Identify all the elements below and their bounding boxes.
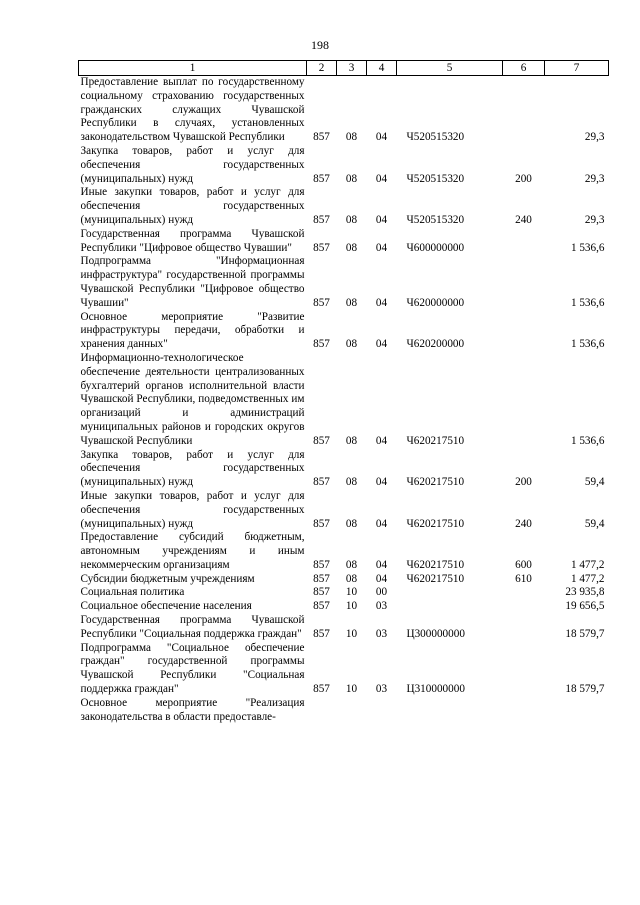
- row-csr: Ч620217510: [406, 434, 465, 447]
- row-name: Государственная программа Чувашской Республики "Социальная поддержка граждан": [80, 614, 305, 640]
- row-csr: Ч520515320: [406, 172, 465, 185]
- table-row: [79, 642, 609, 697]
- row-ministry: 857: [313, 517, 330, 530]
- row-name: Информационно-технологическое обеспечение деятельности централизованных бухгалтерий органов исполнительной власти Чувашской Республики, подведомственных им организаций и администраций муниципальных районов и городских округов Чувашской Республики: [80, 351, 305, 447]
- header-col-vr: 6: [503, 61, 545, 76]
- budget-table: [78, 60, 609, 724]
- row-amount: 29,3: [584, 172, 605, 185]
- row-ministry: 857: [313, 338, 330, 351]
- row-ministry: 857: [313, 131, 330, 144]
- row-amount: 29,3: [584, 131, 605, 144]
- row-name: Основное мероприятие "Развитие инфраструктуры передачи, обработки и хранения данных": [80, 310, 305, 351]
- row-ministry: 857: [313, 683, 330, 696]
- row-vr: [503, 76, 545, 145]
- row-subsection: 04: [375, 213, 388, 226]
- row-subsection: 04: [375, 338, 388, 351]
- row-section: 08: [345, 434, 358, 447]
- row-vr: [503, 586, 545, 600]
- header-col-amount: 7: [545, 61, 609, 76]
- row-amount: 1 536,6: [570, 338, 605, 351]
- row-csr: Ц300000000: [406, 627, 465, 640]
- row-subsection: [367, 697, 397, 725]
- row-name: Основное мероприятие "Реализация законодательства в области предоставле-: [80, 696, 305, 723]
- row-ministry: 857: [313, 434, 330, 447]
- row-amount: 1 477,2: [570, 572, 605, 585]
- table-row: [79, 311, 609, 352]
- row-csr: [397, 697, 503, 725]
- row-vr: 240: [515, 213, 532, 226]
- row-vr: [503, 255, 545, 310]
- row-subsection: 03: [375, 627, 388, 640]
- row-ministry: 857: [313, 627, 330, 640]
- row-csr: Ч620217510: [406, 558, 465, 571]
- row-subsection: 04: [375, 241, 388, 254]
- row-name: Иные закупки товаров, работ и услуг для обеспечения государственных (муниципальных) нужд: [80, 186, 305, 226]
- table-row: [79, 352, 609, 449]
- row-csr: Ч620217510: [406, 476, 465, 489]
- row-amount: 1 536,6: [570, 296, 605, 309]
- row-vr: [503, 228, 545, 256]
- row-name: Подпрограмма "Социальное обеспечение граждан" государственной программы Чувашской Республики "Социальная поддержка граждан": [80, 641, 305, 696]
- row-amount: 19 656,5: [565, 600, 605, 613]
- row-section: 10: [345, 683, 358, 696]
- row-subsection: 04: [375, 558, 388, 571]
- row-vr: 600: [515, 558, 532, 571]
- row-vr: 240: [515, 517, 532, 530]
- row-name: Подпрограмма "Информационная инфраструктура" государственной программы Чувашской Республики "Цифровое общество Чувашии": [80, 255, 305, 309]
- row-vr: [503, 614, 545, 642]
- row-section: 08: [345, 476, 358, 489]
- header-row: [79, 61, 609, 76]
- row-subsection: 03: [375, 683, 388, 696]
- row-name: Иные закупки товаров, работ и услуг для обеспечения государственных (муниципальных) нужд: [80, 489, 305, 530]
- row-subsection: 04: [375, 476, 388, 489]
- row-vr: [503, 352, 545, 449]
- row-section: [337, 697, 367, 725]
- row-ministry: 857: [313, 586, 330, 599]
- row-section: 10: [345, 600, 358, 613]
- table-header: [79, 61, 609, 76]
- row-csr: Ч600000000: [406, 241, 465, 254]
- table-row: [79, 531, 609, 572]
- row-subsection: 04: [375, 572, 388, 585]
- row-name: Предоставление выплат по государственному социальному страхованию государственных гражданских служащих Чувашской Республики в случаях, установленных законодательством Чувашской Республики: [80, 76, 305, 144]
- row-section: 08: [345, 558, 358, 571]
- header-col-name: 1: [79, 61, 307, 76]
- table-row: [79, 490, 609, 531]
- row-section: 08: [345, 241, 358, 254]
- row-ministry: 857: [313, 241, 330, 254]
- row-ministry: 857: [313, 572, 330, 585]
- row-section: 08: [345, 296, 358, 309]
- row-amount: 29,3: [584, 213, 605, 226]
- row-vr: [503, 642, 545, 697]
- row-section: 08: [345, 131, 358, 144]
- table-row: [79, 697, 609, 725]
- row-ministry: 857: [313, 213, 330, 226]
- table-row: [79, 76, 609, 145]
- row-vr: [503, 311, 545, 352]
- row-csr: Ч520515320: [406, 213, 465, 226]
- row-section: 08: [345, 338, 358, 351]
- row-csr: Ч620217510: [406, 517, 465, 530]
- table-row: [79, 449, 609, 490]
- table-row: [79, 145, 609, 186]
- row-ministry: 857: [313, 172, 330, 185]
- row-ministry: [307, 697, 337, 725]
- row-csr: [397, 586, 503, 600]
- row-subsection: 04: [375, 296, 388, 309]
- row-ministry: 857: [313, 476, 330, 489]
- row-name: Социальное обеспечение населения: [80, 600, 252, 613]
- row-section: 08: [345, 213, 358, 226]
- table-row: [79, 573, 609, 587]
- table-row: [79, 186, 609, 227]
- row-name: Социальная политика: [80, 586, 185, 599]
- row-section: 10: [345, 586, 358, 599]
- row-section: 10: [345, 627, 358, 640]
- header-col-section: 3: [337, 61, 367, 76]
- table-row: [79, 586, 609, 600]
- row-subsection: 04: [375, 131, 388, 144]
- table-body: [79, 76, 609, 725]
- row-vr: [503, 600, 545, 614]
- row-vr: 200: [515, 172, 532, 185]
- row-section: 08: [345, 517, 358, 530]
- row-amount: 18 579,7: [565, 627, 605, 640]
- row-vr: 610: [515, 572, 532, 585]
- header-col-csr: 5: [397, 61, 503, 76]
- row-subsection: 04: [375, 172, 388, 185]
- row-amount: 18 579,7: [565, 683, 605, 696]
- row-csr: Ц310000000: [406, 683, 465, 696]
- row-subsection: 04: [375, 517, 388, 530]
- table-row: [79, 255, 609, 310]
- row-csr: Ч620000000: [406, 296, 465, 309]
- row-ministry: 857: [313, 296, 330, 309]
- row-vr: [503, 697, 545, 725]
- table-row: [79, 228, 609, 256]
- row-amount: 1 536,6: [570, 241, 605, 254]
- row-amount: [545, 697, 609, 725]
- row-name: Предоставление субсидий бюджетным, автономным учреждениям и иным некоммерческим организациям: [80, 531, 305, 571]
- row-vr: 200: [515, 476, 532, 489]
- row-subsection: 04: [375, 434, 388, 447]
- row-csr: Ч620217510: [406, 572, 465, 585]
- row-amount: 1 477,2: [570, 558, 605, 571]
- table-row: [79, 600, 609, 614]
- page-number: 198: [311, 38, 329, 52]
- row-subsection: 00: [375, 586, 388, 599]
- row-amount: 23 935,8: [565, 586, 605, 599]
- row-amount: 59,4: [584, 476, 605, 489]
- row-ministry: 857: [313, 600, 330, 613]
- row-name: Закупка товаров, работ и услуг для обеспечения государственных (муниципальных) нужд: [80, 144, 305, 185]
- row-section: 08: [345, 172, 358, 185]
- row-amount: 59,4: [584, 517, 605, 530]
- row-csr: Ч620200000: [406, 338, 465, 351]
- row-amount: 1 536,6: [570, 434, 605, 447]
- header-col-subsection: 4: [367, 61, 397, 76]
- row-name: Закупка товаров, работ и услуг для обеспечения государственных (муниципальных) нужд: [80, 448, 305, 489]
- row-name: Государственная программа Чувашской Республики "Цифровое общество Чувашии": [80, 227, 305, 254]
- row-name: Субсидии бюджетным учреждениям: [80, 572, 255, 585]
- row-ministry: 857: [313, 558, 330, 571]
- row-subsection: 03: [375, 600, 388, 613]
- row-csr: [397, 600, 503, 614]
- row-section: 08: [345, 572, 358, 585]
- row-csr: Ч520515320: [406, 131, 465, 144]
- header-col-ministry: 2: [307, 61, 337, 76]
- table-row: [79, 614, 609, 642]
